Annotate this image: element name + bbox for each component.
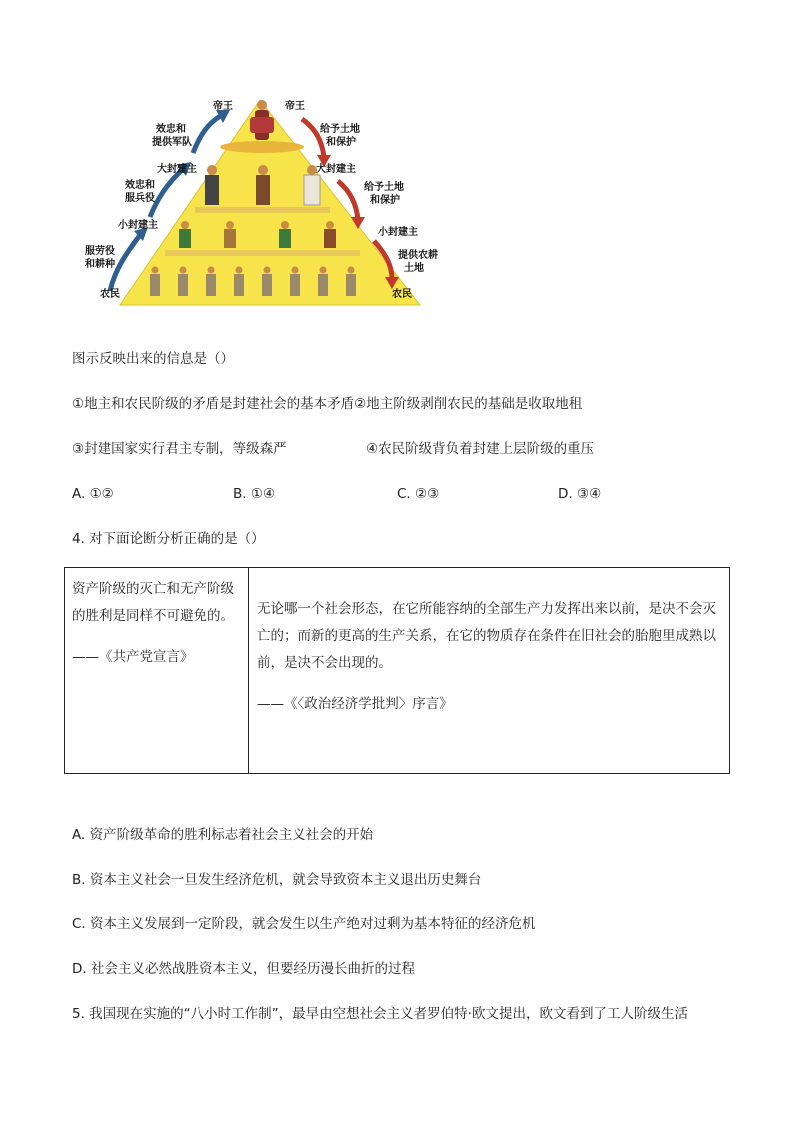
quote-right-source: ——《〈政治经济学批判〉序言》	[257, 696, 453, 712]
label-emperor-right: 帝王	[285, 101, 305, 112]
q3-option-d[interactable]: D. ③④	[558, 486, 602, 502]
label-great-lord-left: 大封建主	[157, 164, 197, 175]
up-arrow-3	[193, 115, 222, 153]
caption-up-3-line1: 效忠和	[156, 124, 186, 135]
label-peasant-right: 农民	[392, 289, 412, 300]
caption-up-1-line1: 服劳役	[85, 246, 115, 257]
caption-down-2-line1: 给予土地	[364, 182, 404, 193]
q4-option-a[interactable]: A. 资产阶级革命的胜利标志着社会主义社会的开始	[72, 827, 374, 843]
great-lord-platform	[195, 207, 330, 213]
label-small-lord-right: 小封建主	[378, 227, 418, 238]
caption-up-1-line2: 和耕种	[85, 259, 115, 270]
q3-option-a[interactable]: A. ①②	[72, 486, 114, 502]
q4-stem: 4. 对下面论断分析正确的是（）	[72, 531, 265, 547]
caption-down-1-line1: 给予土地	[320, 124, 360, 135]
quote-right-text: 无论哪一个社会形态，在它所能容纳的全部生产力发挥出来以前，是决不会灭亡的；而新的更高的生产关系，在它的物质存在条件在旧社会的胎胞里成熟以前，是决不会出现的。	[257, 601, 716, 671]
caption-down-2-line2: 和保护	[370, 195, 400, 206]
label-emperor-left: 帝王	[213, 101, 233, 112]
q3-statement-3: ③封建国家实行君主专制，等级森严	[72, 441, 287, 457]
caption-up-3-line2: 提供军队	[152, 137, 192, 148]
caption-up-2-line1: 效忠和	[125, 180, 155, 191]
small-lord-platform	[165, 250, 360, 256]
label-great-lord-right: 大封建主	[316, 164, 356, 175]
caption-down-3-line1: 提供农耕	[398, 250, 438, 261]
q4-option-b[interactable]: B. 资本主义社会一旦发生经济危机，就会导致资本主义退出历史舞台	[72, 872, 482, 888]
emperor-platform	[220, 141, 304, 153]
label-peasant-left: 农民	[100, 289, 120, 300]
q3-option-b[interactable]: B. ①④	[233, 486, 276, 502]
caption-down-1-line2: 和保护	[326, 137, 356, 148]
quote-left-cell	[65, 568, 249, 774]
caption-down-3-line2: 土地	[404, 263, 424, 274]
q4-option-c[interactable]: C. 资本主义发展到一定阶段，就会发生以生产绝对过剩为基本特征的经济危机	[72, 916, 536, 932]
caption-up-2-line2: 服兵役	[125, 193, 155, 204]
pyramid-illustration	[80, 95, 460, 315]
q5-stem: 5. 我国现在实施的“八小时工作制”，最早由空想社会主义者罗伯特·欧文提出，欧文看到了工人阶级生活	[72, 1006, 688, 1022]
quote-right-cell	[249, 568, 730, 774]
q3-statement-4: ④农民阶级背负着封建上层阶级的重压	[366, 441, 595, 457]
quote-left-text: 资产阶级的灭亡和无产阶级的胜利是同样不可避免的。	[72, 581, 234, 624]
q3-stem: 图示反映出来的信息是（）	[72, 351, 234, 367]
q3-option-c[interactable]: C. ②③	[397, 486, 440, 502]
q4-option-d[interactable]: D. 社会主义必然战胜资本主义，但要经历漫长曲折的过程	[72, 961, 415, 977]
feudal-pyramid-figure	[80, 95, 460, 315]
label-small-lord-left: 小封建主	[118, 220, 158, 231]
quote-left-source: ——《共产党宣言》	[72, 649, 194, 665]
q4-quote-table	[64, 567, 730, 774]
q3-statement-1-2: ①地主和农民阶级的矛盾是封建社会的基本矛盾②地主阶级剥削农民的基础是收取地租	[72, 396, 583, 412]
